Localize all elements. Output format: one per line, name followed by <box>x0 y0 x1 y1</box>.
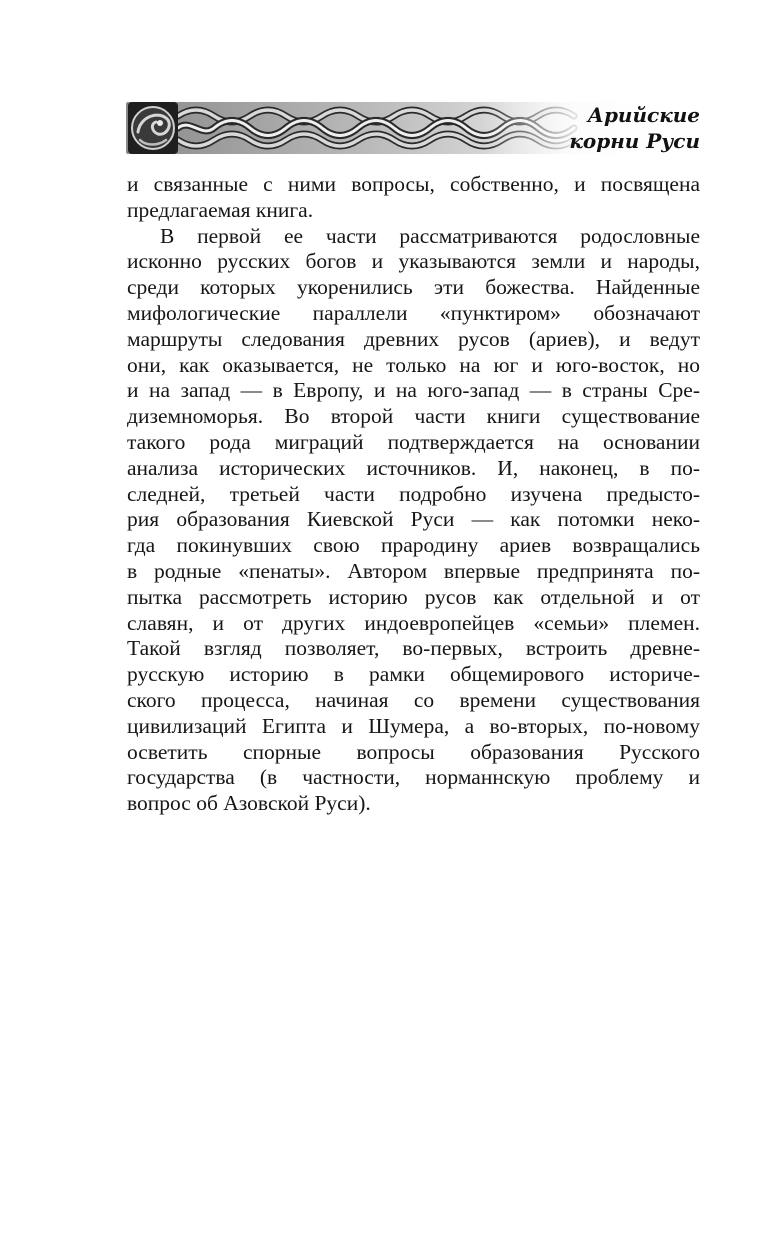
text-line: осветить спорные вопросы образования Русского <box>127 739 700 764</box>
running-title <box>560 102 700 154</box>
text-line: и связанные с ними вопросы, собственно, и посвящена <box>127 172 700 196</box>
text-line: в родные «пенаты». Автором впервые предпринята по- <box>127 558 700 583</box>
text-line: рия образования Киевской Руси — как потомки неко- <box>127 507 700 532</box>
text-line: диземноморья. Во второй части книги существование <box>127 404 700 429</box>
text-line: исконно русских богов и указываются земли и народы, <box>127 249 700 274</box>
text-line: анализа исторических источников. И, наконец, в по- <box>127 455 700 480</box>
text-line: цивилизаций Египта и Шумера, а во-вторых, по-новому <box>127 713 700 738</box>
running-header <box>126 96 700 158</box>
text-line: государства (в частности, норманнскую проблему и <box>127 765 700 790</box>
text-line: В первой ее части рассматриваются родословные <box>160 223 700 248</box>
text-line: вопрос об Азовской Руси). <box>127 791 371 816</box>
text-line: и на запад — в Европу, и на юго-запад — в страны Сре- <box>127 378 700 403</box>
running-title-line-1: Арийские <box>587 103 700 127</box>
running-title-line-2: корни Руси <box>569 129 700 153</box>
text-line: среди которых укоренились эти божества. Найденные <box>127 275 700 300</box>
text-line: следней, третьей части подробно изучена предысто- <box>127 481 700 506</box>
text-line: маршруты следования древних русов (ариев), и ведут <box>127 326 700 351</box>
text-line: предлагаемая книга. <box>127 197 314 222</box>
text-line: мифологические параллели «пунктиром» обозначают <box>127 300 700 325</box>
text-line: Такой взгляд позволяет, во-первых, встроить древне- <box>127 636 700 661</box>
text-line: русскую историю в рамки общемирового историче- <box>127 662 700 687</box>
text-line: они, как оказывается, не только на юг и юго-восток, но <box>127 352 700 377</box>
text-line: славян, и от других индоевропейцев «семьи» племен. <box>127 610 700 635</box>
text-line: ского процесса, начиная со времени существования <box>127 687 700 712</box>
text-line: пытка рассмотреть историю русов как отдельной и от <box>127 584 700 609</box>
text-line: гда покинувших свою прародину ариев возвращались <box>127 533 700 558</box>
text-line: такого рода миграций подтверждается на основании <box>127 429 700 454</box>
body-text <box>127 172 700 817</box>
